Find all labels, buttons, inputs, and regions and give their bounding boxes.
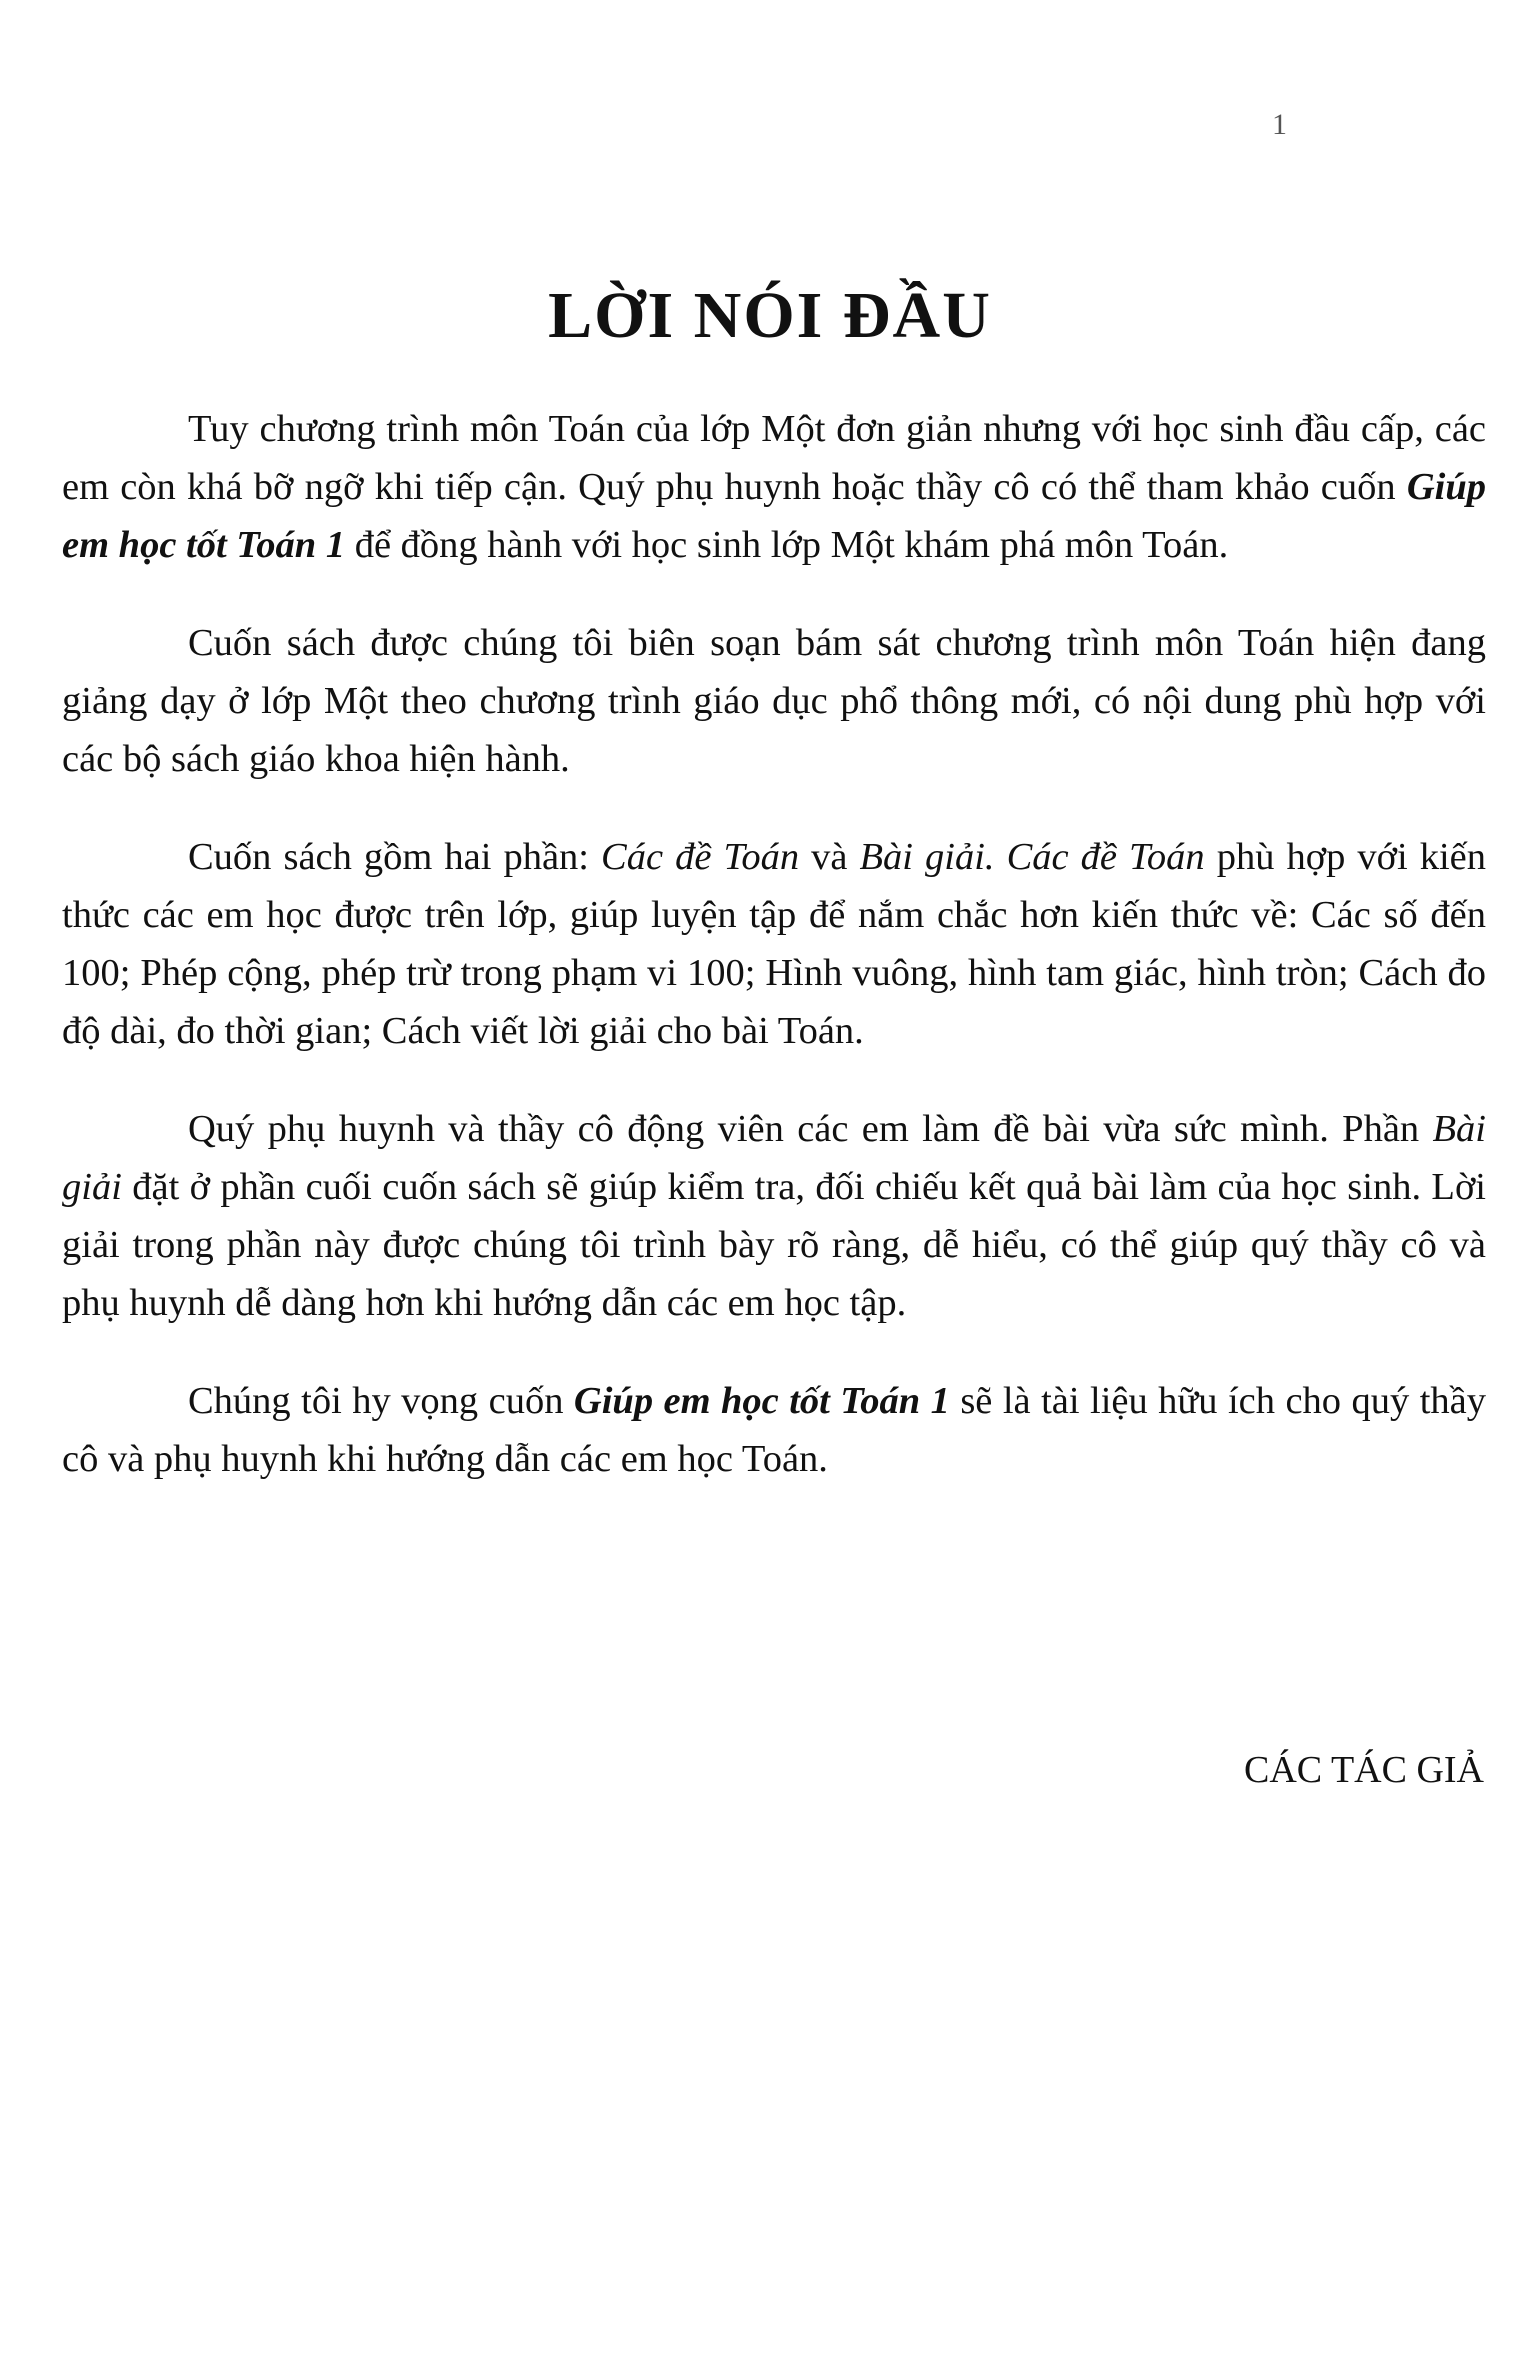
paragraph-3 — [62, 828, 1486, 1060]
paragraph-2 — [62, 614, 1486, 788]
paragraph-1 — [62, 400, 1486, 574]
paragraph-3-text-a: Cuốn sách gồm hai phần: — [188, 836, 602, 878]
paragraph-4-text-a: Quý phụ huynh và thầy cô động viên các em làm đề bài vừa sức mình. Phần — [188, 1108, 1433, 1150]
authors-signature: CÁC TÁC GIẢ — [1244, 1749, 1484, 1791]
paragraph-5 — [62, 1372, 1486, 1488]
book-title: Giúp em học tốt Toán 1 — [62, 466, 1486, 566]
paragraph-3-space — [995, 836, 1007, 878]
paragraph-5-text-a: Chúng tôi hy vọng cuốn — [188, 1380, 574, 1422]
book-title-again: Giúp em học tốt Toán 1 — [573, 1380, 950, 1422]
preface-body — [62, 400, 1486, 1528]
part-name-solutions: Bài giải. — [859, 836, 995, 878]
part-name-exercises-again: Các đề Toán — [1006, 836, 1205, 878]
part-name-solutions-ref: Bài giải — [62, 1108, 1486, 1208]
paragraph-1-text-a: Tuy chương trình môn Toán của lớp Một đơn giản nhưng với học sinh đầu cấp, các em còn khá bỡ ngỡ khi tiếp cận. Quý phụ huynh hoặc thầy cô có thể tham khảo cuốn — [62, 408, 1486, 508]
paragraph-5-text-b: sẽ là tài liệu hữu ích cho quý thầy cô và phụ huynh khi hướng dẫn các em học Toán. — [62, 1380, 1486, 1480]
page-mark: 1 — [1272, 108, 1287, 141]
paragraph-1-text-b: để đồng hành với học sinh lớp Một khám phá môn Toán. — [345, 524, 1229, 566]
paragraph-2-text: Cuốn sách được chúng tôi biên soạn bám sát chương trình môn Toán hiện đang giảng dạy ở lớp Một theo chương trình giáo dục phổ thông mới, có nội dung phù hợp với các bộ sách giáo khoa hiện hành. — [62, 622, 1486, 780]
paragraph-4 — [62, 1100, 1486, 1332]
page-title: LỜI NÓI ĐẦU — [548, 279, 992, 352]
paragraph-3-text-b: và — [799, 836, 860, 878]
part-name-exercises: Các đề Toán — [601, 836, 800, 878]
paragraph-4-text-b: đặt ở phần cuối cuốn sách sẽ giúp kiểm tra, đối chiếu kết quả bài làm của học sinh. Lời giải trong phần này được chúng tôi trình bày rõ ràng, dễ hiểu, có thể giúp quý thầy cô và phụ huynh dễ dàng hơn khi hướng dẫn các em học tập. — [62, 1166, 1486, 1324]
paragraph-3-text-c: phù hợp với kiến thức các em học được trên lớp, giúp luyện tập để nắm chắc hơn kiến thức về: Các số đến 100; Phép cộng, phép trừ trong phạm vi 100; Hình vuông, hình tam giác, hình tròn; Cách đo độ dài, đo thời gian; Cách viết lời giải cho bài Toán. — [62, 836, 1487, 1052]
